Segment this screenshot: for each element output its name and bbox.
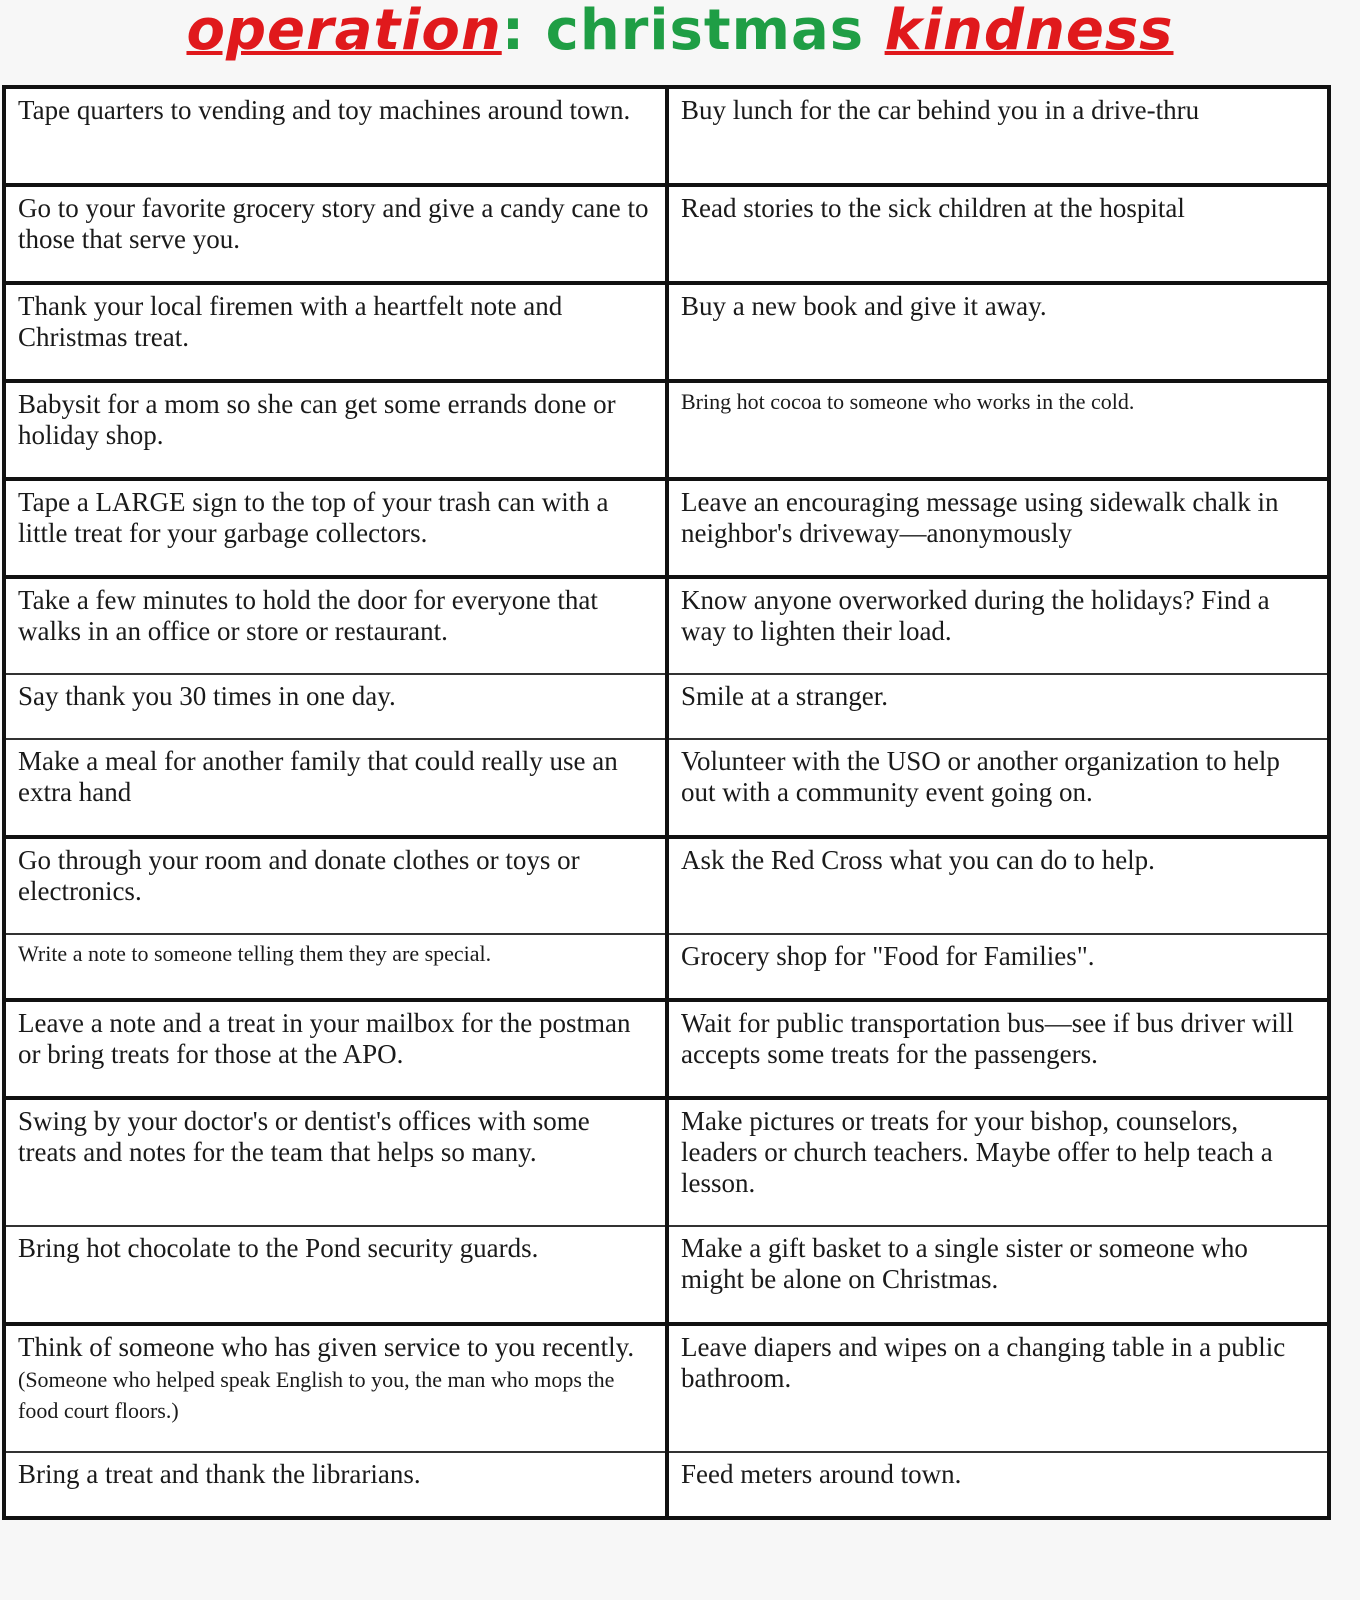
idea-cell: Read stories to the sick children at the hospital bbox=[667, 185, 1329, 283]
table-row bbox=[4, 185, 1329, 283]
idea-cell: Go through your room and donate clothes or toys or electronics. bbox=[4, 837, 667, 934]
idea-cell: Volunteer with the USO or another organization to help out with a community event going on. bbox=[667, 739, 1329, 837]
idea-cell: Make pictures or treats for your bishop, counselors, leaders or church teachers. Maybe offer to help teach a lesson. bbox=[667, 1098, 1329, 1226]
table-row bbox=[4, 1452, 1329, 1518]
idea-cell: Buy a new book and give it away. bbox=[667, 283, 1329, 381]
idea-cell: Buy lunch for the car behind you in a drive-thru bbox=[667, 87, 1329, 185]
table-row bbox=[4, 479, 1329, 577]
idea-cell: Bring hot cocoa to someone who works in the cold. bbox=[667, 381, 1329, 479]
idea-cell: Leave a note and a treat in your mailbox for the postman or bring treats for those at the APO. bbox=[4, 1000, 667, 1098]
idea-cell: Make a gift basket to a single sister or someone who might be alone on Christmas. bbox=[667, 1226, 1329, 1324]
idea-cell: Make a meal for another family that could really use an extra hand bbox=[4, 739, 667, 837]
idea-cell: Write a note to someone telling them they are special. bbox=[4, 934, 667, 1000]
table-row bbox=[4, 934, 1329, 1000]
title-word-operation: operation bbox=[186, 0, 502, 63]
idea-text: Think of someone who has given service to you recently. bbox=[18, 1332, 635, 1362]
table-row bbox=[4, 1226, 1329, 1324]
idea-cell: Go to your favorite grocery story and give a candy cane to those that serve you. bbox=[4, 185, 667, 283]
idea-cell: Thank your local firemen with a heartfelt note and Christmas treat. bbox=[4, 283, 667, 381]
idea-cell: Know anyone overworked during the holidays? Find a way to lighten their load. bbox=[667, 577, 1329, 674]
table-row bbox=[4, 381, 1329, 479]
table-row bbox=[4, 1000, 1329, 1098]
title-word-kindness: kindness bbox=[884, 0, 1174, 63]
idea-cell: Bring hot chocolate to the Pond security guards. bbox=[4, 1226, 667, 1324]
idea-cell: Tape quarters to vending and toy machines around town. bbox=[4, 87, 667, 185]
title-separator: : bbox=[501, 0, 526, 63]
idea-cell: Smile at a stranger. bbox=[667, 674, 1329, 739]
idea-cell: Feed meters around town. bbox=[667, 1452, 1329, 1518]
idea-cell: Leave diapers and wipes on a changing table in a public bathroom. bbox=[667, 1324, 1329, 1452]
kindness-ideas-table bbox=[2, 85, 1331, 1520]
table-row bbox=[4, 837, 1329, 934]
table-row bbox=[4, 283, 1329, 381]
table-row bbox=[4, 739, 1329, 837]
idea-cell: Bring a treat and thank the librarians. bbox=[4, 1452, 667, 1518]
idea-cell: Take a few minutes to hold the door for everyone that walks in an office or store or restaurant. bbox=[4, 577, 667, 674]
idea-cell: Ask the Red Cross what you can do to help. bbox=[667, 837, 1329, 934]
idea-cell: Grocery shop for "Food for Families". bbox=[667, 934, 1329, 1000]
idea-cell: Say thank you 30 times in one day. bbox=[4, 674, 667, 739]
title-word-christmas: christmas bbox=[545, 0, 865, 63]
idea-note: (Someone who helped speak English to you, the man who mops the food court floors.) bbox=[18, 1367, 615, 1423]
idea-cell: Wait for public transportation bus—see if bus driver will accepts some treats for the passengers. bbox=[667, 1000, 1329, 1098]
table-row bbox=[4, 87, 1329, 185]
idea-cell: Babysit for a mom so she can get some errands done or holiday shop. bbox=[4, 381, 667, 479]
idea-cell: Swing by your doctor's or dentist's offices with some treats and notes for the team that helps so many. bbox=[4, 1098, 667, 1226]
idea-cell: Tape a LARGE sign to the top of your trash can with a little treat for your garbage collectors. bbox=[4, 479, 667, 577]
idea-cell: Leave an encouraging message using sidewalk chalk in neighbor's driveway—anonymously bbox=[667, 479, 1329, 577]
table-row bbox=[4, 1324, 1329, 1452]
idea-cell bbox=[4, 1324, 667, 1452]
table-row bbox=[4, 1098, 1329, 1226]
table-row bbox=[4, 674, 1329, 739]
table-row bbox=[4, 577, 1329, 674]
page-title bbox=[0, 0, 1360, 72]
